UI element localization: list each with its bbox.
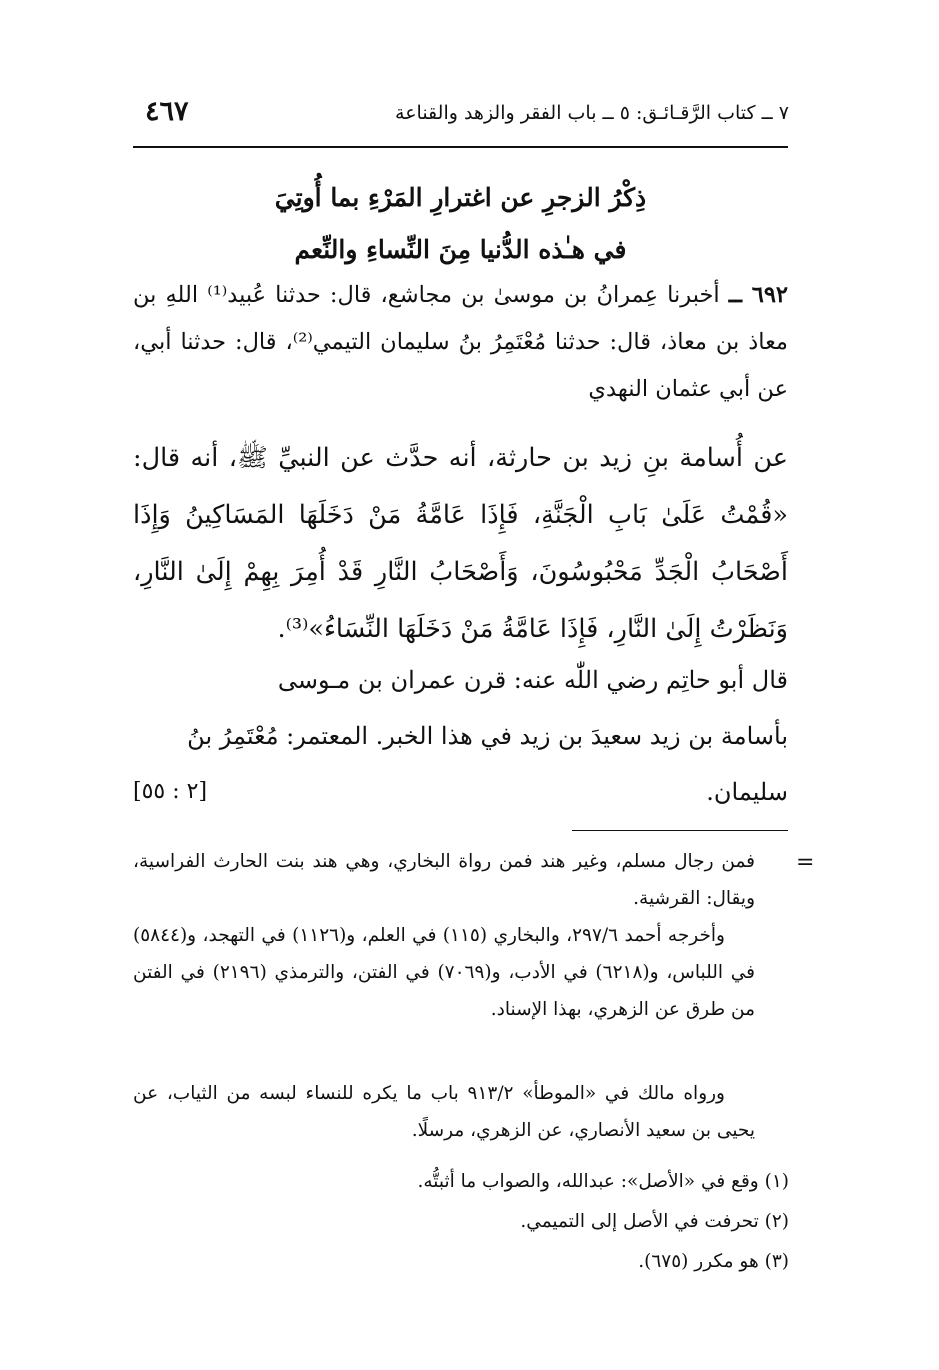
footnote-continued-para-2: وأخرجه أحمد ٢٩٧/٦، والبخاري (١١٥) في العلم، و(١١٢٦) في التهجد، و(٥٨٤٤) في اللباس، و(٦٢١٨) في الأدب، و(٧٠٦٩) في الفتن، والترمذي (٢١٩٦) في الفتن من طرق عن الزهري، بهذا الإسناد. bbox=[133, 925, 756, 1020]
running-head bbox=[133, 96, 789, 136]
page-number: ٤٦٧ bbox=[145, 96, 189, 127]
hadith-isnad bbox=[133, 272, 788, 413]
continuation-mark: = bbox=[796, 850, 815, 875]
footnote-continued-para-3: ورواه مالك في «الموطأ» ٩١٣/٢ باب ما يكره للنساء لبسه من الثياب، عن يحيى بن سعيد الأنصاري، عن الزهري، مرسلًا. bbox=[133, 1083, 755, 1141]
footnotes-list bbox=[418, 1162, 790, 1282]
footnote-separator bbox=[572, 830, 788, 831]
footnote-1: (١) وقع في «الأصل»: عبدالله، والصواب ما أثبتُّه. bbox=[417, 1171, 789, 1192]
heading-line-2: في هـٰذه الدُّنيا مِنَ النِّساءِ والنِّعم bbox=[294, 235, 627, 264]
hadith-matn: عن أُسامة بنِ زيد بن حارثة، أنه حدَّث عن النبيِّ ﷺ، أنه قال: «قُمْتُ عَلَىٰ بَابِ الْجَنَّةِ، فَإِذَا عَامَّةُ مَنْ دَخَلَهَا المَسَاكِينُ وَإِذَا أَصْحَابُ الْجَدِّ مَحْبُوسُونَ، وَأَصْحَابُ النَّارِ قَدْ أُمِرَ بِهِمْ إِلَىٰ النَّارِ، وَنَظَرْتُ إِلَىٰ النَّارِ، فَإِذَا عَامَّةُ مَنْ دَخَلَهَا النِّسَاءُ»⁽³⁾. bbox=[133, 443, 788, 644]
source-reference: [٢ : ٥٥] bbox=[133, 779, 208, 804]
footnote-continued-para-1: فمن رجال مسلم، وغير هند فمن رواة البخاري، وهي هند بنت الحارث الفراسية، ويقال: القرشية. bbox=[133, 851, 755, 909]
footnote-3: (٣) هو مكرر (٦٧٥). bbox=[638, 1251, 789, 1272]
heading-line-1: ذِكْرُ الزجرِ عن اغترارِ المَرْءِ بما أُوتِيَ bbox=[274, 183, 647, 212]
comment-line-2: بأسامة بن زيد سعيدَ بن زيد في هذا الخبر. المعتمر: مُعْتَمِرُ بنُ bbox=[187, 722, 788, 750]
hadith-number: ٦٩٢ ــ bbox=[728, 282, 788, 308]
chapter-heading bbox=[133, 172, 788, 276]
isnad-text: أخبرنا عِمرانُ بن موسىٰ بن مجاشع، قال: حدثنا عُبيد⁽¹⁾ اللهِ بن معاذ بن معاذ، قال: حدثنا مُعْتَمِرُ بنُ سليمان التيمي⁽²⁾، قال: حدثنا أبي، عن أبي عثمان النهدي bbox=[133, 282, 788, 402]
header-rule bbox=[133, 146, 788, 148]
footnote-2: (٢) تحرفت في الأصل إلى التميمي. bbox=[520, 1211, 789, 1232]
comment-last-word: سليمان. bbox=[706, 778, 788, 806]
comment-last-line bbox=[133, 764, 788, 820]
running-head-title: ٧ ــ كتاب الرَّقـائـق: ٥ ــ باب الفقر والزهد والقناعة bbox=[395, 102, 789, 124]
author-comment bbox=[133, 652, 788, 820]
comment-line-1: قال أبو حاتِم رضي اللّٰه عنه: قرن عمران بن مـوسى bbox=[277, 666, 788, 694]
